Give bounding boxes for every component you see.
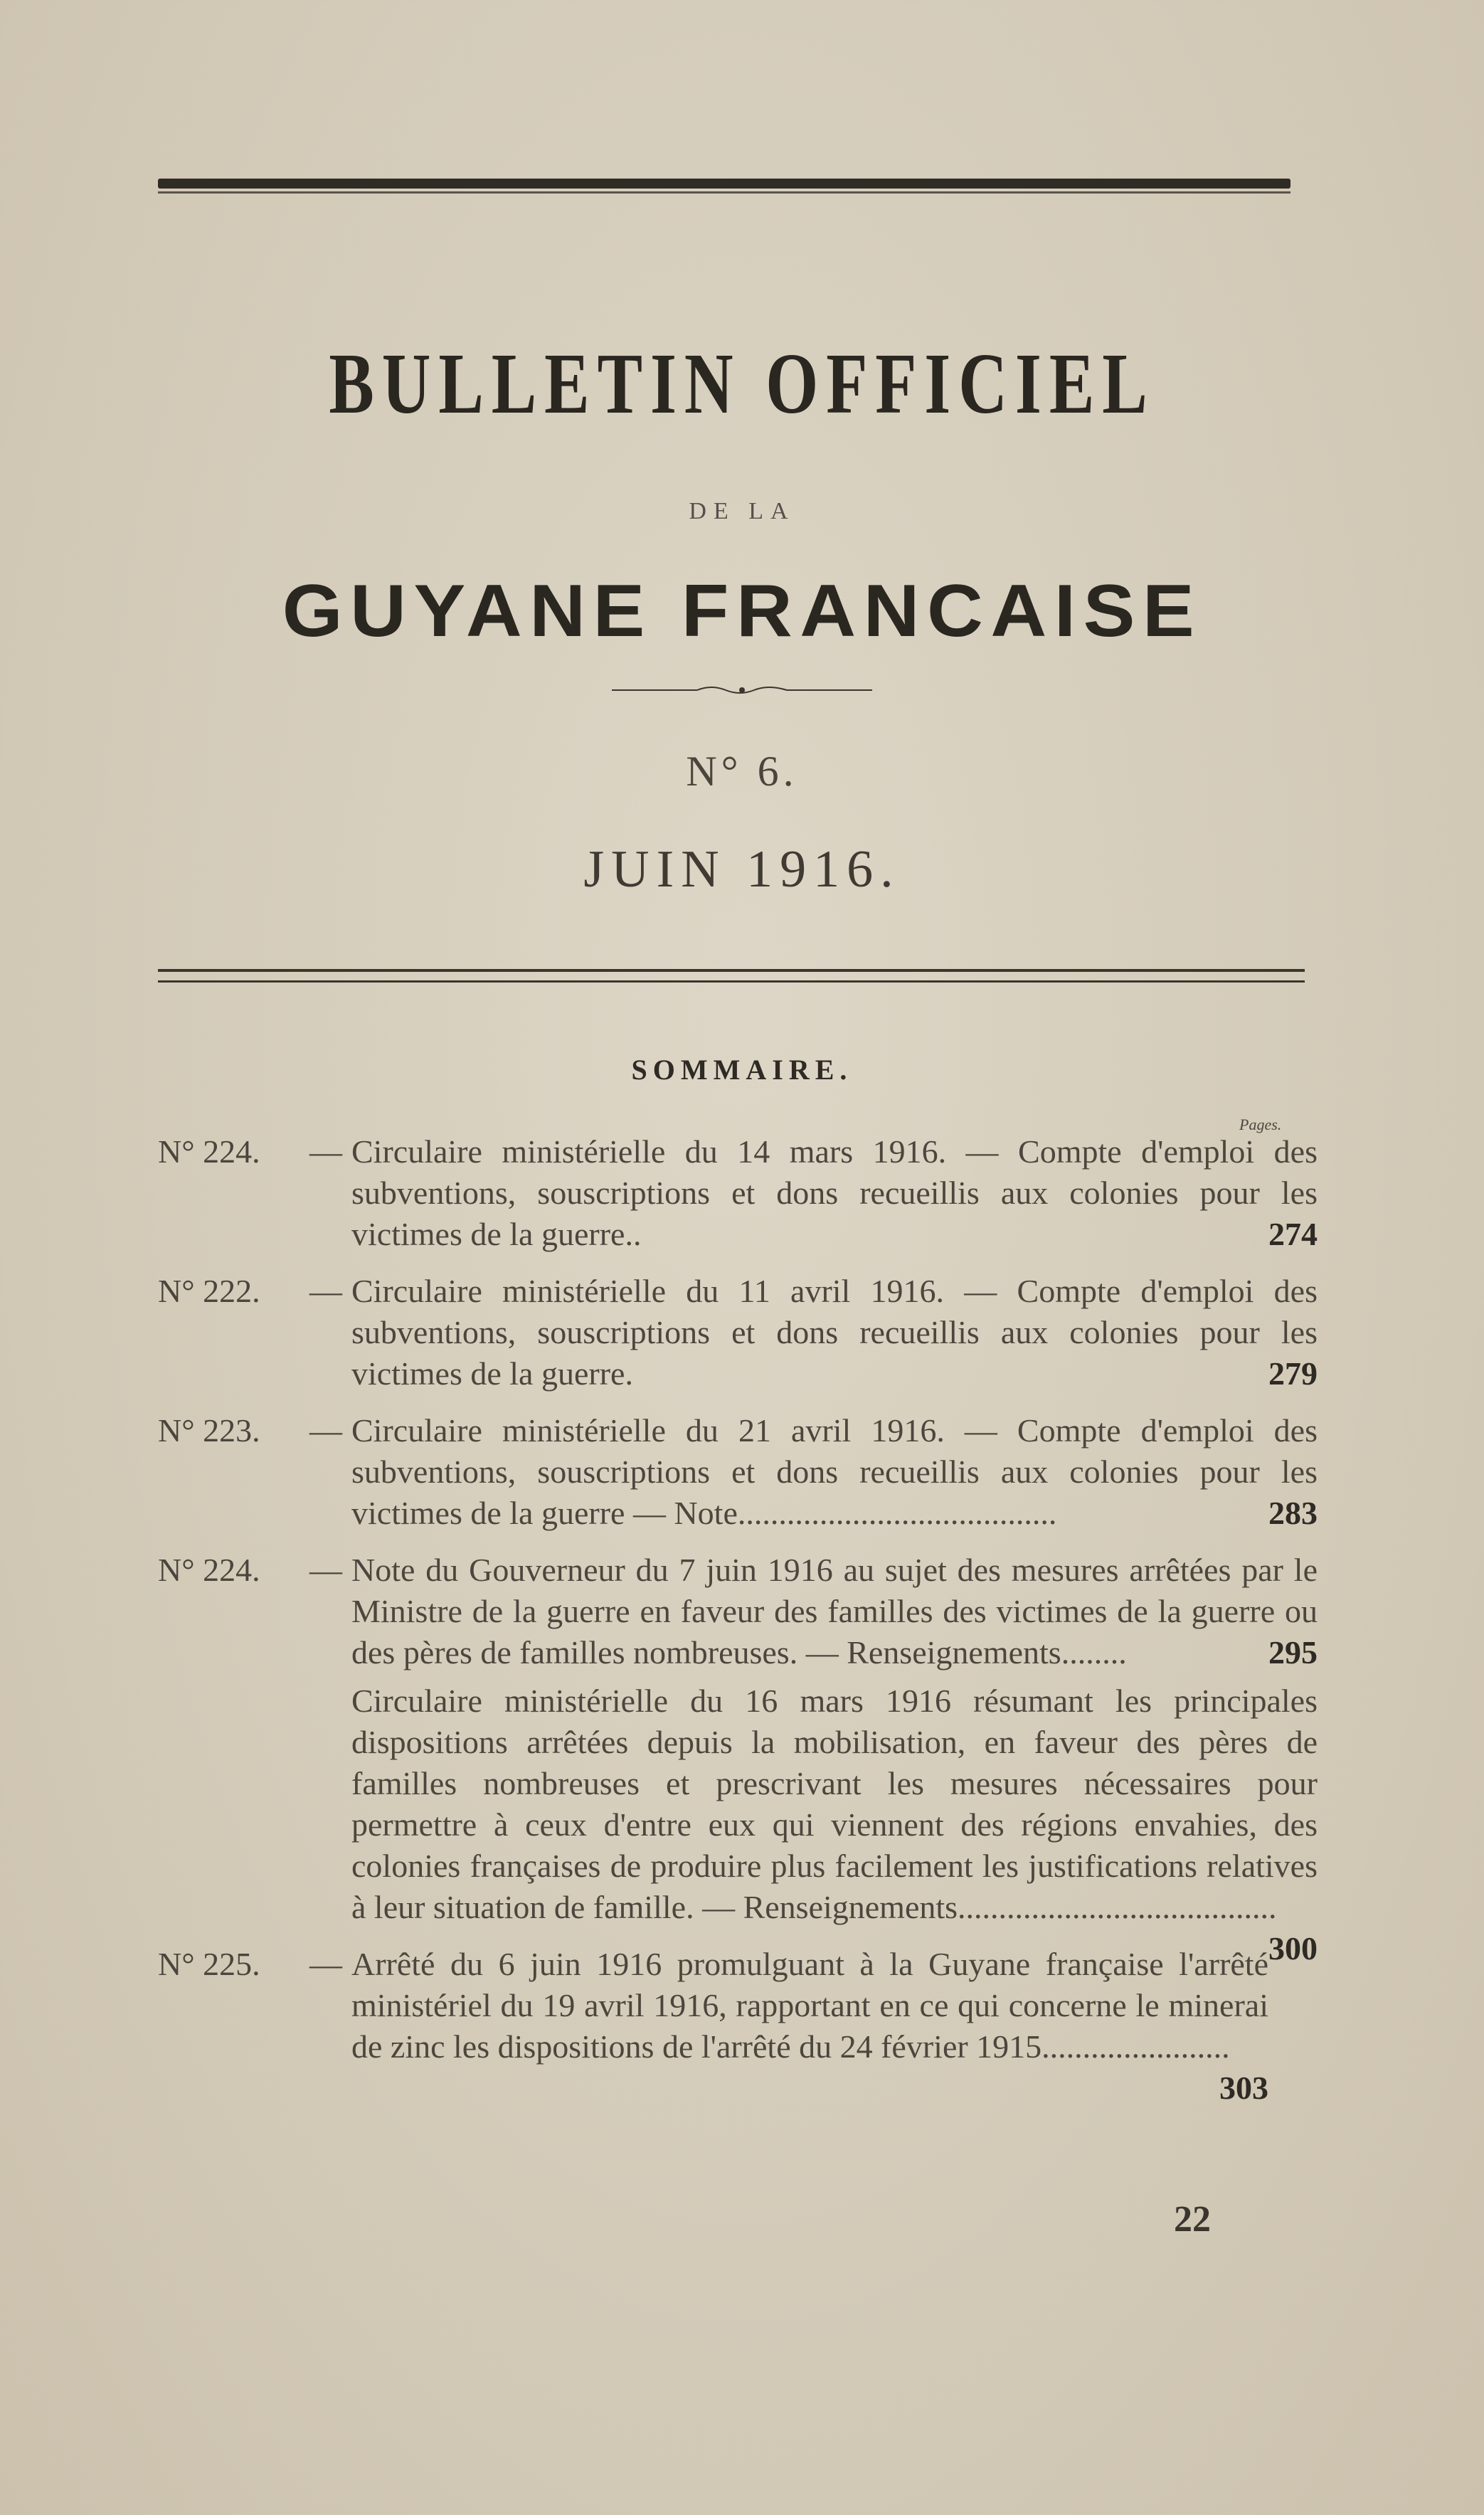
issue-date: JUIN 1916. xyxy=(583,840,901,899)
entry-dash: — xyxy=(309,1552,342,1588)
entry-page: 295 xyxy=(1268,1634,1318,1671)
sommaire-entry xyxy=(158,1410,1318,1534)
entry-page: 279 xyxy=(1268,1355,1318,1392)
sommaire-list xyxy=(158,1131,1318,2124)
entry-dash: — xyxy=(309,1133,342,1170)
sommaire-entry xyxy=(158,1944,1318,2109)
territory-title: GUYANE FRANCAISE xyxy=(282,570,1202,652)
middle-rule xyxy=(158,969,1305,972)
top-rule xyxy=(158,179,1290,189)
entry-subtext: Circulaire ministérielle du 16 mars 1916 résumant les principales dispositions arrêtées depuis la mobilisation, en faveur des pères de familles nombreuses et prescrivant les mesures nécessaires pour permettre à ceux d'entre eux qui viennent des régions envahies, des colonies françaises de produire plus facilement les justifications relatives à leur situation de famille. — Renseignements....................................... xyxy=(351,1683,1318,1925)
middle-rule-secondary xyxy=(158,980,1305,983)
entry-number: N° 222. xyxy=(158,1273,260,1309)
entry-number: N° 225. xyxy=(158,1946,260,1982)
entry-page: 283 xyxy=(1268,1495,1318,1531)
entry-text: Arrêté du 6 juin 1916 promulguant à la Guyane française l'arrêté ministériel du 19 avril 1916, rapportant en ce qui concerne le minerai de zinc les dispositions de l'arrêté du 24 février 1915....................... xyxy=(351,1946,1268,2065)
pages-label: Pages. xyxy=(1239,1116,1282,1133)
sommaire-heading: SOMMAIRE. xyxy=(631,1054,853,1086)
entry-number: N° 224. xyxy=(158,1552,260,1588)
entry-dash: — xyxy=(309,1273,342,1309)
entry-dash: — xyxy=(309,1412,342,1449)
entry-text: Circulaire ministérielle du 11 avril 1916. — Compte d'emploi des subventions, souscriptions et dons recueillis aux colonies pour les victimes de la guerre. xyxy=(351,1273,1318,1392)
bulletin-title: BULLETIN OFFICIEL xyxy=(329,336,1155,432)
sommaire-entry xyxy=(158,1131,1318,1255)
entry-page: 303 xyxy=(1219,2070,1268,2106)
entry-number: N° 223. xyxy=(158,1412,260,1449)
issue-number: N° 6. xyxy=(686,748,798,795)
sommaire-entry xyxy=(158,1271,1318,1394)
signature-mark: 22 xyxy=(1174,2199,1211,2240)
entry-page: 274 xyxy=(1268,1216,1318,1252)
entry-number: N° 224. xyxy=(158,1133,260,1170)
entry-dash: — xyxy=(309,1946,342,1982)
de-la-label: DE LA xyxy=(689,498,795,524)
entry-subpage: 300 xyxy=(1268,1930,1318,1966)
entry-text: Circulaire ministérielle du 14 mars 1916. — Compte d'emploi des subventions, souscriptions et dons recueillis aux colonies pour les victimes de la guerre.. xyxy=(351,1133,1318,1252)
entry-text: Note du Gouverneur du 7 juin 1916 au sujet des mesures arrêtées par le Ministre de la guerre en faveur des familles des victimes de la guerre ou des pères de familles nombreuses. — Renseignements........ xyxy=(351,1552,1318,1671)
entry-subtext-block xyxy=(351,1680,1318,1966)
entry-text: Circulaire ministérielle du 21 avril 1916. — Compte d'emploi des subventions, souscriptions et dons recueillis aux colonies pour les victimes de la guerre — Note....................................... xyxy=(351,1412,1318,1531)
ornament-divider xyxy=(612,684,872,696)
